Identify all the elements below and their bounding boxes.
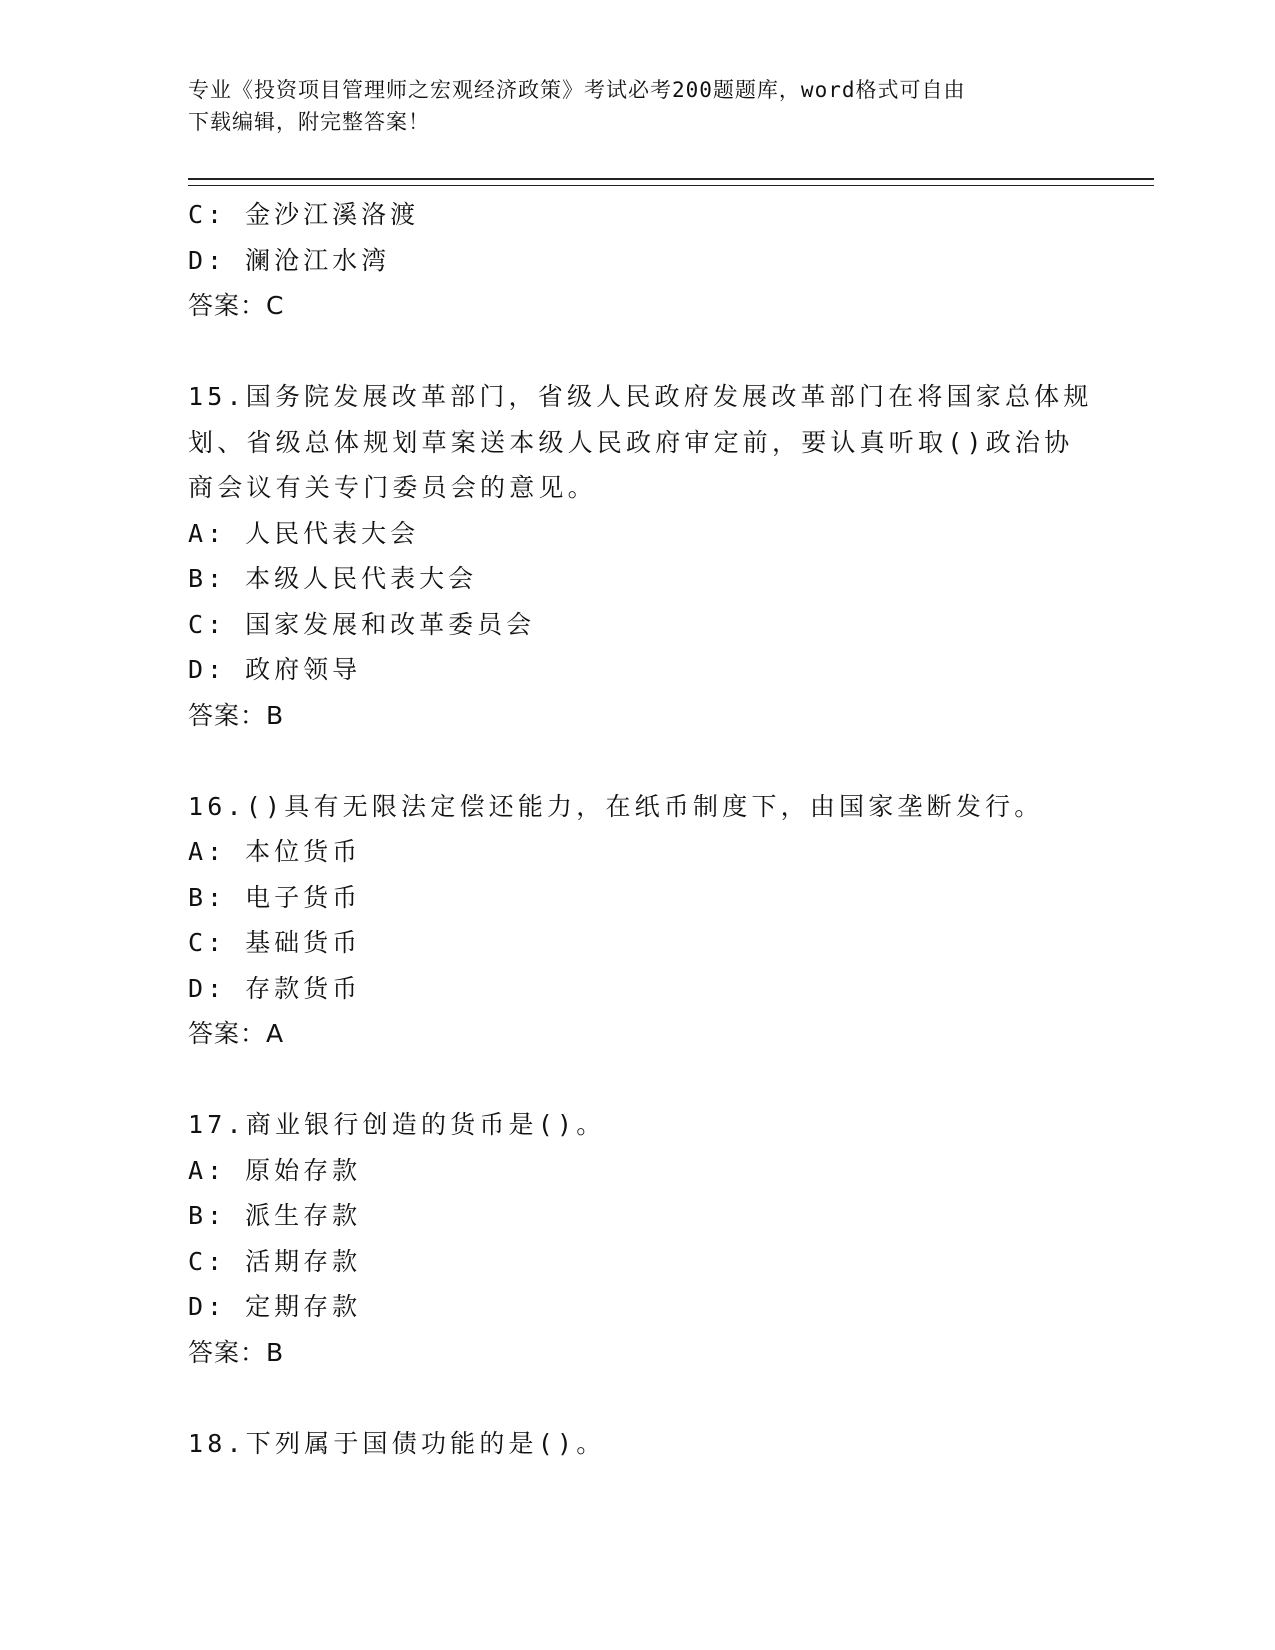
document-header bbox=[188, 74, 1068, 138]
option-d: D: 存款货币 bbox=[188, 973, 362, 1003]
answer-line: 答案：B bbox=[188, 700, 285, 730]
header-line-2: 下载编辑，附完整答案！ bbox=[188, 110, 430, 134]
question-stem-line: 16.()具有无限法定偿还能力，在纸币制度下，由国家垄断发行。 bbox=[188, 791, 1044, 821]
question-stem-line: 15.国务院发展改革部门，省级人民政府发展改革部门在将国家总体规 bbox=[188, 382, 1093, 411]
question-stem-line: 划、省级总体规划草案送本级人民政府审定前，要认真听取()政治协 bbox=[188, 427, 1074, 457]
question-block-18 bbox=[188, 1421, 1088, 1467]
option-a: A: 本位货币 bbox=[188, 837, 362, 866]
question-block-15 bbox=[188, 374, 1093, 738]
option-a: A: 人民代表大会 bbox=[188, 518, 420, 548]
option-c: C: 国家发展和改革委员会 bbox=[188, 609, 536, 639]
option-c: C: 金沙江溪洛渡 bbox=[188, 200, 420, 229]
question-stem-line: 商会议有关专门委员会的意见。 bbox=[188, 473, 597, 502]
answer-line: 答案：A bbox=[188, 1019, 285, 1048]
option-b: B: 本级人民代表大会 bbox=[188, 564, 478, 593]
question-block-14 bbox=[188, 192, 1088, 329]
question-block-16 bbox=[188, 784, 1088, 1057]
header-divider bbox=[188, 178, 1154, 186]
option-b: B: 派生存款 bbox=[188, 1201, 362, 1230]
option-a: A: 原始存款 bbox=[188, 1155, 362, 1185]
option-d: D: 政府领导 bbox=[188, 655, 362, 684]
option-c: C: 基础货币 bbox=[188, 928, 362, 957]
answer-line: 答案：B bbox=[188, 1337, 285, 1367]
question-stem-line: 18.下列属于国债功能的是()。 bbox=[188, 1428, 606, 1458]
answer-line: 答案：C bbox=[188, 291, 285, 320]
option-d: D: 定期存款 bbox=[188, 1292, 362, 1321]
option-d: D: 澜沧江水湾 bbox=[188, 245, 391, 275]
option-c: C: 活期存款 bbox=[188, 1246, 362, 1276]
question-block-17 bbox=[188, 1102, 1088, 1375]
question-list bbox=[188, 192, 1093, 1466]
option-b: B: 电子货币 bbox=[188, 882, 362, 912]
question-stem-line: 17.商业银行创造的货币是()。 bbox=[188, 1110, 606, 1139]
header-line-1: 专业《投资项目管理师之宏观经济政策》考试必考200题题库，word格式可自由 bbox=[188, 78, 966, 102]
